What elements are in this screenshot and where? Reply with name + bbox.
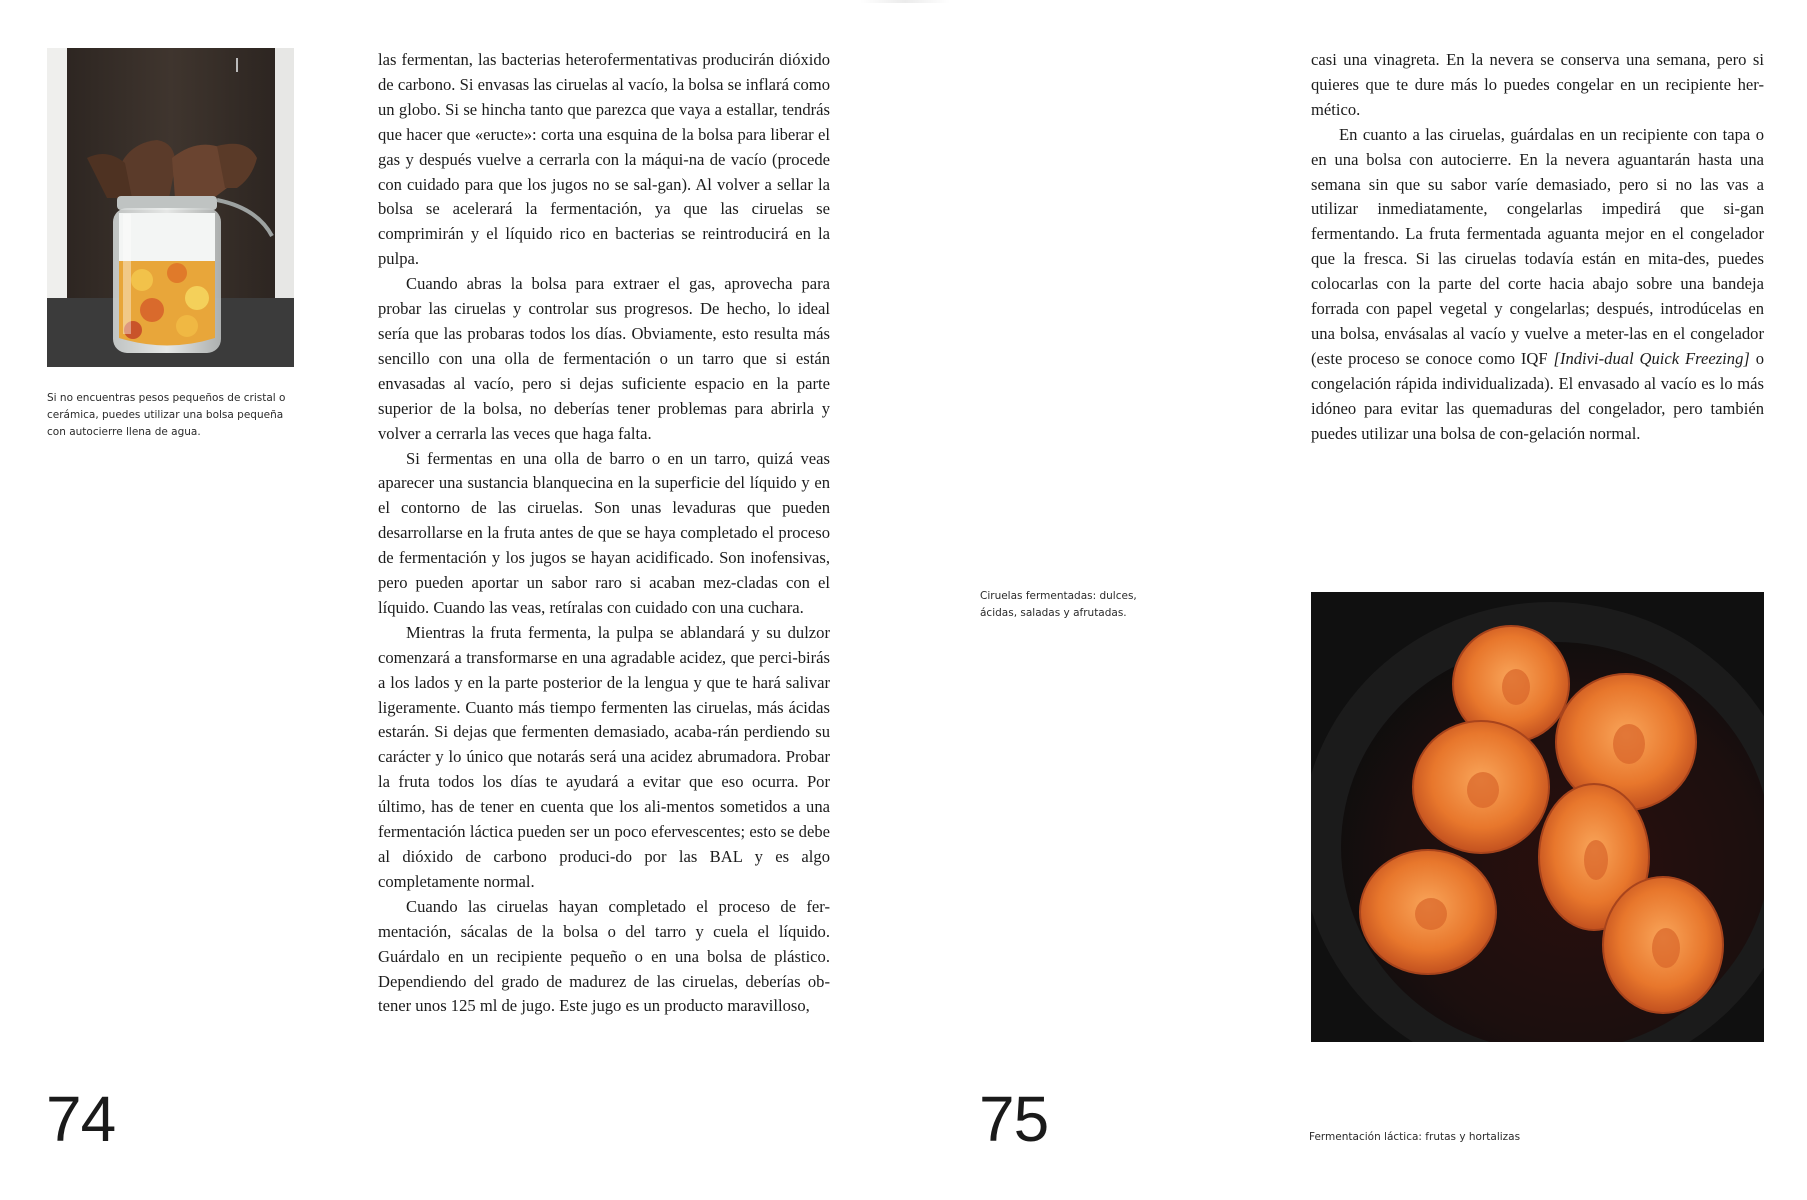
paragraph-text: En cuanto a las ciruelas, guárdalas en un recipiente con tapa o en una bolsa con autocierre. En la nevera aguantarán hasta una semana sin que su sabor varíe demasiado, pero si no las vas a utilizar inmediatamente, congelarlas impedirá que si-gan fermentando. La fruta fermentada aguanta mejor en el congelador que la fresca. Si las ciruelas todavía están en mita-des, puedes colocarlas con la parte del corte hacia abajo sobre una bandeja forrada con papel vegetal y congelarlas; después, introdúcelas en una bolsa, envásalas al vacío y vuelve a meter-las en el congelador (este proceso se conoce como IQF bbox=[1311, 124, 1764, 368]
jar-photo bbox=[47, 48, 294, 367]
paragraph: casi una vinagreta. En la nevera se conserva una semana, pero si quieres que te dure más lo puedes congelar en un recipiente her-mético. bbox=[1311, 50, 1764, 119]
paragraph: las fermentan, las bacterias heterofermentativas producirán dióxido de carbono. Si envasas las ciruelas al vacío, la bolsa se inflará como un globo. Si se hincha tanto que parezca que vaya a estallar, tendrás que hacer que «eructe»: corta una esquina de la bolsa para liberar el gas y después vuelve a cerrarla con la máqui-na de vacío (procede con cuidado para que los jugos no se sal-gan). Al volver a sellar la bolsa se acelerará la fermentación, ya que las ciruelas se comprimirán y el líquido rico en bacterias se reintroducirá en la pulpa. bbox=[378, 50, 830, 269]
left-body-text bbox=[378, 48, 830, 1019]
right-body-text bbox=[1311, 48, 1764, 447]
paragraph: Mientras la fruta fermenta, la pulpa se ablandará y su dulzor comenzará a transformarse en una agradable acidez, que perci-birás a los lados y en la parte posterior de la lengua y que te hará salivar ligeramente. Cuanto más tiempo fermenten las ciruelas, más ácidas estarán. Si dejas que fermenten demasiado, acaba-rán perdiendo su carácter y lo único que notarás será una acidez abrumadora. Probar la fruta todos los días te ayudará a evitar que eso ocurra. Por último, has de tener en cuenta que los ali-mentos sometidos a una fermentación láctica pueden ser un poco efervescentes; esto se debe al dióxido de carbono produci-do por las BAL y es algo completamente normal. bbox=[378, 622, 830, 891]
right-page bbox=[904, 0, 1807, 1200]
page-number: 74 bbox=[46, 1083, 116, 1155]
paragraph: Si fermentas en una olla de barro o en un tarro, quizá veas aparecer una sustancia blanquecina en la superficie del líquido y en el contorno de las ciruelas. Son unas levaduras que pueden desarrollarse en la fruta antes de que se haya completado el proceso de fermentación y los jugos se hayan acidificado. Son inofensivas, pero pueden aportar un sabor raro si acaban mez-cladas con el líquido. Cuando las veas, retíralas con cuidado con una cuchara. bbox=[378, 448, 830, 617]
italic-term: [Indivi-dual Quick Freezing] bbox=[1553, 348, 1750, 368]
running-footer: Fermentación láctica: frutas y hortalizas bbox=[1309, 1131, 1521, 1143]
paragraph bbox=[1311, 123, 1764, 447]
page-number: 75 bbox=[979, 1083, 1049, 1155]
jar-photo-caption: Si no encuentras pesos pequeños de cristal o cerámica, puedes utilizar una bolsa pequeña con autocierre llena de agua. bbox=[47, 392, 286, 438]
plums-photo-caption: Ciruelas fermentadas: dulces, ácidas, saladas y afrutadas. bbox=[980, 590, 1137, 619]
plums-photo bbox=[1311, 592, 1764, 1042]
paragraph-text: o congelación rápida individualizada). El envasado al vacío es lo más idóneo para evitar las quemaduras del congelador, pero también puedes utilizar una bolsa de con-gelación normal. bbox=[1311, 348, 1764, 443]
paragraph: Cuando las ciruelas hayan completado el proceso de fer-mentación, sácalas de la bolsa o del tarro y cuela el líquido. Guárdalo en un recipiente pequeño o en una bolsa de plástico. Dependiendo del grado de madurez de las ciruelas, deberías ob-tener unos 125 ml de jugo. Este jugo es un producto maravilloso, bbox=[378, 896, 830, 1016]
paragraph: Cuando abras la bolsa para extraer el gas, aprovecha para probar las ciruelas y controlar sus progresos. De hecho, lo ideal sería que las probaras todos los días. Obviamente, esto resulta más sencillo con una olla de fermentación o un tarro que si están envasadas al vacío, pero si dejas suficiente espacio en la parte superior de la bolsa, no deberías tener problemas para abrirla y volver a cerrarla las veces que haga falta. bbox=[378, 274, 830, 443]
